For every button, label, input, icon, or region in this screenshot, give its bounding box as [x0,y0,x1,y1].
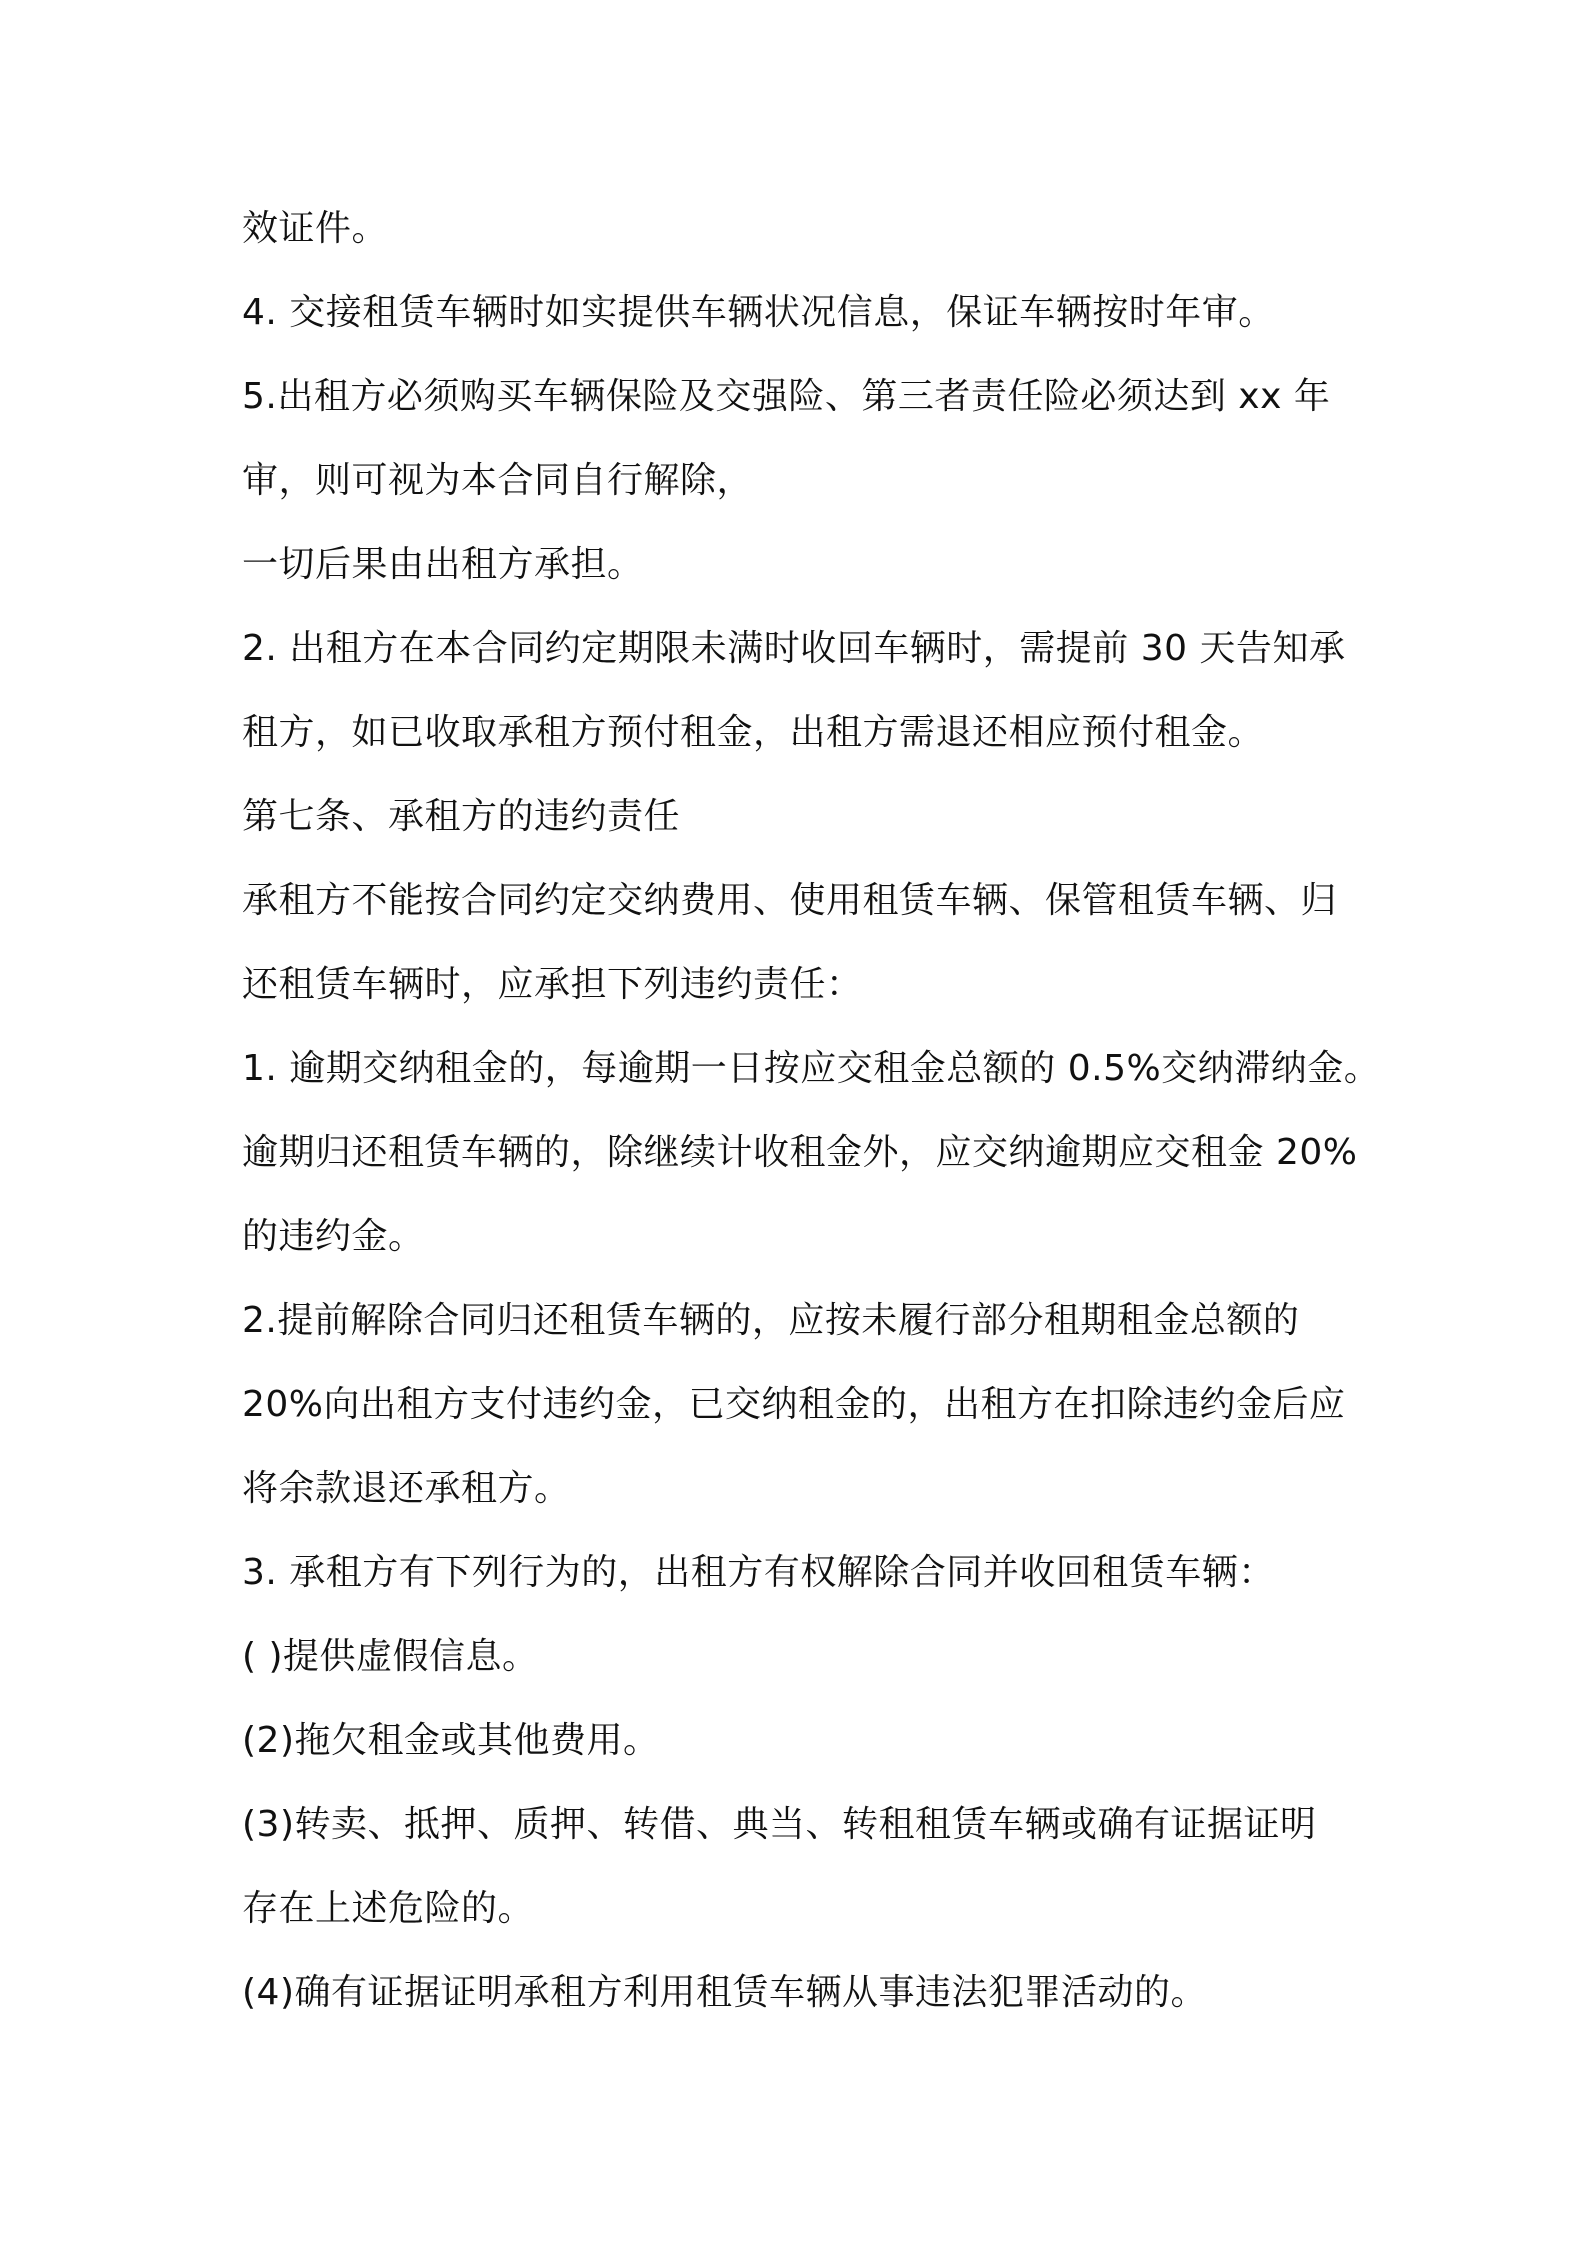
section-heading: 第七条、承租方的违约责任 [242,796,681,837]
text-line: (3)转卖、抵押、质押、转借、典当、转租租赁车辆或确有证据证明 [242,1804,1317,1845]
text-line: 20%向出租方支付违约金，已交纳租金的，出租方在扣除违约金后应 [242,1384,1346,1425]
text-line: 2.提前解除合同归还租赁车辆的，应按未履行部分租期租金总额的 [242,1300,1300,1341]
text-line: 将余款退还承租方。 [242,1468,571,1509]
text-line: 2. 出租方在本合同约定期限未满时收回车辆时，需提前 30 天告知承 [242,628,1346,669]
text-line: 承租方不能按合同约定交纳费用、使用租赁车辆、保管租赁车辆、归 [242,880,1338,921]
text-line: 审，则可视为本合同自行解除， [242,460,754,501]
text-line: 4. 交接租赁车辆时如实提供车辆状况信息，保证车辆按时年审。 [242,292,1275,333]
text-line: 效证件。 [242,208,389,249]
text-line: 的违约金。 [242,1216,425,1257]
text-line: 逾期归还租赁车辆的，除继续计收租金外，应交纳逾期应交租金 20% [242,1132,1358,1173]
text-line: 租方，如已收取承租方预付租金，出租方需退还相应预付租金。 [242,712,1265,753]
text-line: 一切后果由出租方承担。 [242,544,644,585]
text-line: 1. 逾期交纳租金的，每逾期一日按应交租金总额的 0.5%交纳滞纳金。 [242,1048,1381,1089]
text-line: (2)拖欠租金或其他费用。 [242,1720,660,1761]
text-line: ( )提供虚假信息。 [242,1636,539,1677]
text-line: 3. 承租方有下列行为的，出租方有权解除合同并收回租赁车辆： [242,1552,1275,1593]
text-line: 还租赁车辆时，应承担下列违约责任： [242,964,863,1005]
text-line: 5.出租方必须购买车辆保险及交强险、第三者责任险必须达到 xx 年 [242,376,1331,417]
text-line: 存在上述危险的。 [242,1888,535,1929]
text-line: (4)确有证据证明承租方利用租赁车辆从事违法犯罪活动的。 [242,1972,1207,2013]
